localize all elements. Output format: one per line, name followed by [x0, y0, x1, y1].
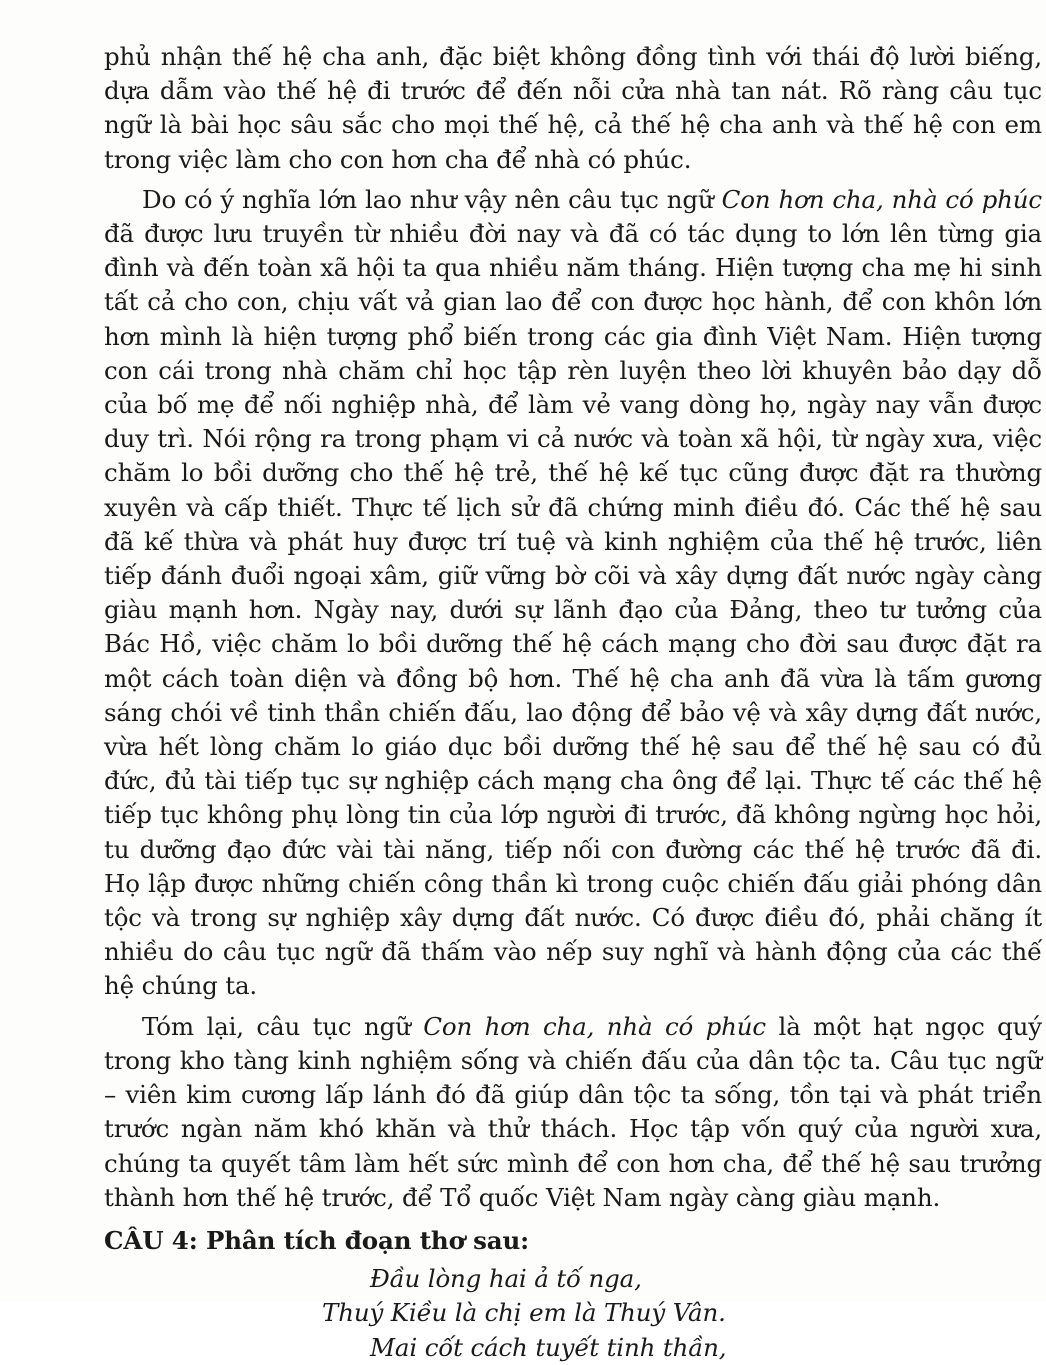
paragraph-conclusion-start: Tóm lại, câu tục ngữ: [142, 1011, 424, 1041]
proverb-title: Con hơn cha, nhà có phúc: [721, 184, 1042, 214]
question-heading: CÂU 4: Phân tích đoạn thơ sau:: [104, 1225, 530, 1255]
paragraph-meaning: [104, 183, 1042, 1004]
paragraph-conclusion-rest: là một hạt ngọc quý trong kho tàng kinh nghiệm sống và chiến đấu của dân tộc ta. Câu tục ngữ – viên kim cương lấp lánh đó đã giúp dân tộc ta sống, tồn tại và phát triển trước ngàn năm khó khăn và thử thách. Học tập vốn quý của người xưa, chúng ta quyết tâm làm hết sức mình để con hơn cha, để thế hệ sau trưởng thành hơn thế hệ trước, để Tổ quốc Việt Nam ngày càng giàu mạnh.: [104, 1011, 1042, 1212]
poem-line-1: Đầu lòng hai ả tố nga,: [370, 1264, 642, 1294]
paragraph-conclusion: [104, 1010, 1042, 1215]
essay-text: [104, 40, 1042, 1365]
poem-line-2: Thuý Kiều là chị em là Thuý Vân.: [322, 1298, 726, 1328]
paragraph-meaning-rest: đã được lưu truyền từ nhiều đời nay và đã có tác dụng to lớn lên từng gia đình và đến toàn xã hội ta qua nhiều năm tháng. Hiện tượng cha mẹ hi sinh tất cả cho con, chịu vất vả gian lao để con được học hành, để con khôn lớn hơn mình là hiện tượng phổ biến trong các gia đình Việt Nam. Hiện tượng con cái trong nhà chăm chỉ học tập rèn luyện theo lời khuyên bảo dạy dỗ của bố mẹ để nối nghiệp nhà, để làm vẻ vang dòng họ, ngày nay vẫn được duy trì. Nói rộng ra trong phạm vi cả nước và toàn xã hội, từ ngày xưa, việc chăm lo bồi dưỡng cho thế hệ trẻ, thế hệ kế tục cũng được đặt ra thường xuyên và cấp thiết. Thực tế lịch sử đã chứng minh điều đó. Các thế hệ sau đã kế thừa và phát huy được trí tuệ và kinh nghiệm của thế hệ trước, liên tiếp đánh đuổi ngoại xâm, giữ vững bờ cõi và xây dựng đất nước ngày càng giàu mạnh hơn. Ngày nay, dưới sự lãnh đạo của Đảng, theo tư tưởng của Bác Hồ, việc chăm lo bồi dưỡng thế hệ cách mạng cho đời sau được đặt ra một cách toàn diện và đồng bộ hơn. Thế hệ cha anh đã vừa là tấm gương sáng chói về tinh thần chiến đấu, lao động để bảo vệ và xây dựng đất nước, vừa hết lòng chăm lo giáo dục bồi dưỡng thế hệ sau để thế hệ sau có đủ đức, đủ tài tiếp tục sự nghiệp cách mạng cha ông để lại. Thực tế các thế hệ tiếp tục không phụ lòng tin của lớp người đi trước, đã không ngừng học hỏi, tu dưỡng đạo đức vài tài năng, tiếp nối con đường các thế hệ trước đã đi. Họ lập được những chiến công thần kì trong cuộc chiến đấu giải phóng dân tộc và trong sự nghiệp xây dựng đất nước. Có được điều đó, phải chăng ít nhiều do câu tục ngữ đã thấm vào nếp suy nghĩ và hành động của các thế hệ chúng ta.: [104, 219, 1042, 1001]
poem-line-3: Mai cốt cách tuyết tinh thần,: [370, 1332, 727, 1362]
paragraph-continued: phủ nhận thế hệ cha anh, đặc biệt không đồng tình với thái độ lười biếng, dựa dẫm vào thế hệ đi trước để đến nỗi cửa nhà tan nát. Rõ ràng câu tục ngữ là bài học sâu sắc cho mọi thế hệ, cả thế hệ cha anh và thế hệ con em trong việc làm cho con hơn cha để nhà có phúc.: [104, 42, 1042, 174]
paragraph-meaning-start: Do có ý nghĩa lớn lao như vậy nên câu tục ngữ: [142, 184, 722, 214]
proverb-title-repeat: Con hơn cha, nhà có phúc: [423, 1011, 767, 1041]
